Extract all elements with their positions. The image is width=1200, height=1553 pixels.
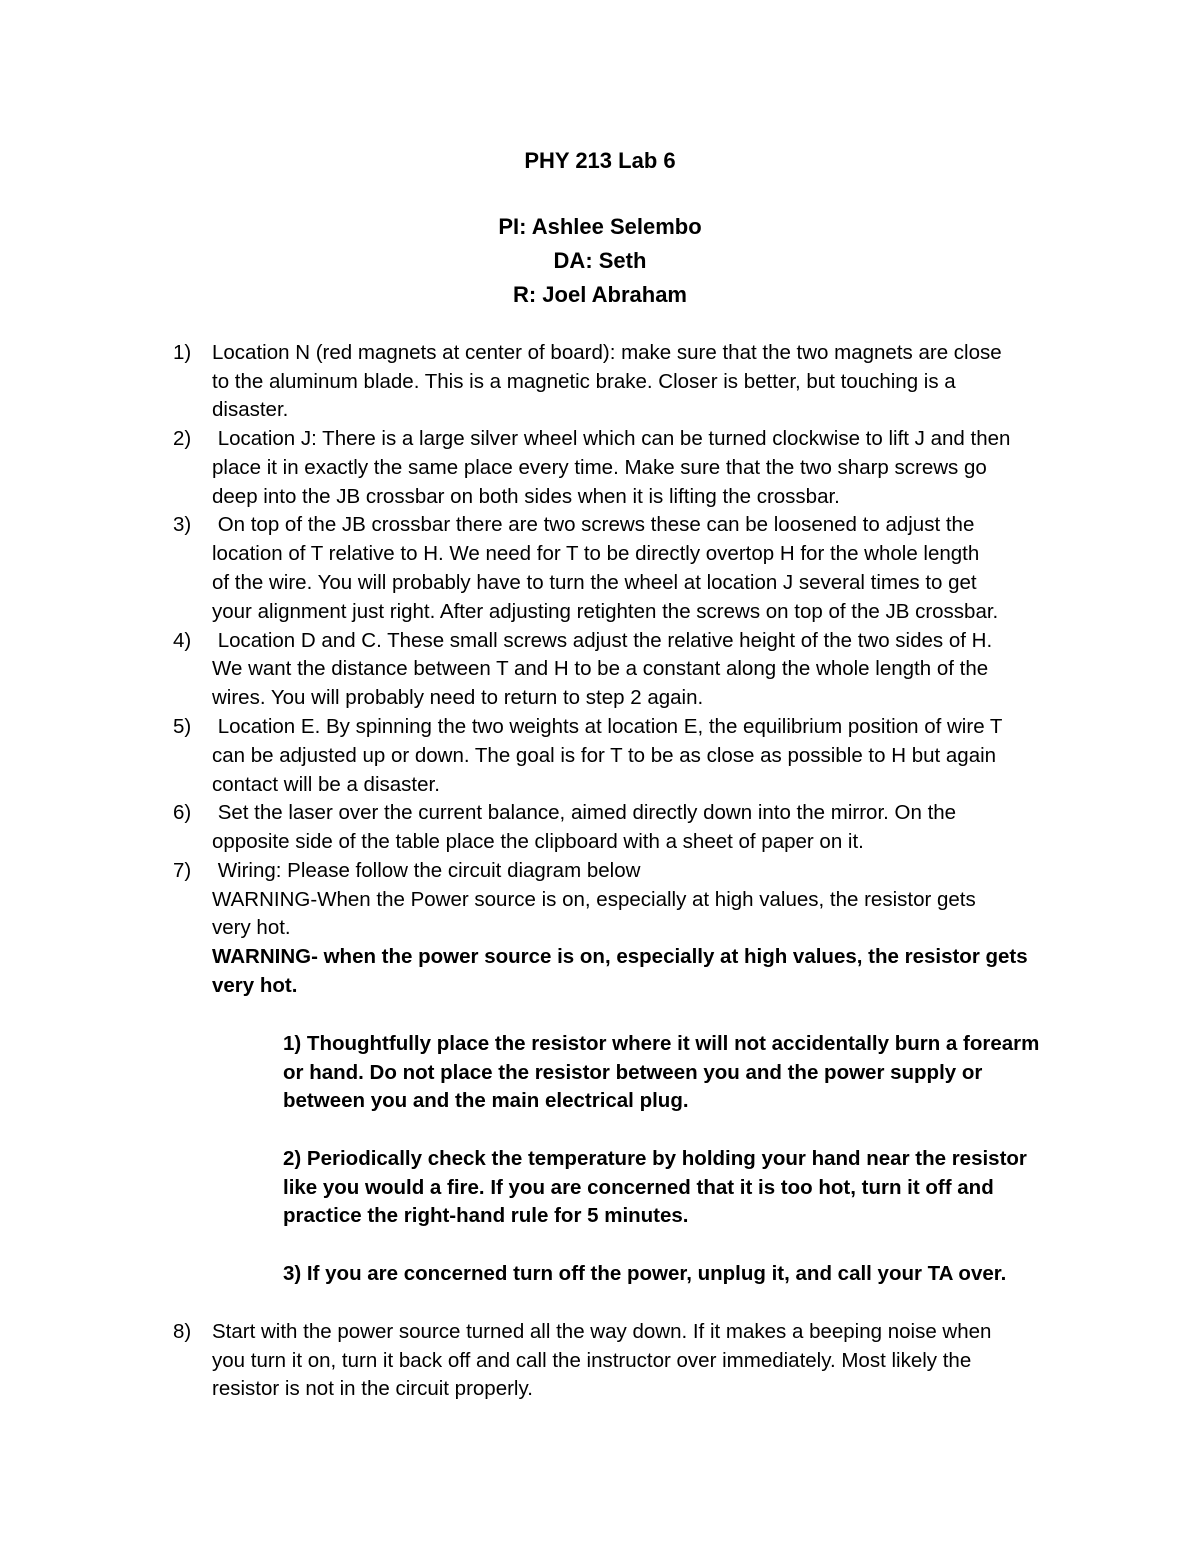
- step-number: 3): [173, 513, 192, 536]
- step-line: can be adjusted up or down. The goal is for T to be as close as possible to H but again: [212, 744, 997, 767]
- step-line: contact will be a disaster.: [212, 773, 440, 796]
- step-line: place it in exactly the same place every time. Make sure that the two sharp screws go: [212, 456, 987, 479]
- pi-line: PI: Ashlee Selembo: [498, 214, 702, 239]
- step-line: On top of the JB crossbar there are two screws these can be loosened to adjust the: [212, 513, 975, 536]
- step-number: 2): [173, 427, 192, 450]
- step-line: of the wire. You will probably have to turn the wheel at location J several times to get: [212, 571, 977, 594]
- step-line: disaster.: [212, 398, 289, 421]
- warning-line: very hot.: [212, 916, 291, 939]
- r-line: R: Joel Abraham: [512, 282, 687, 307]
- step-line: Set the laser over the current balance, aimed directly down into the mirror. On the: [212, 801, 957, 824]
- step-line: you turn it on, turn it back off and call the instructor over immediately. Most likely the: [212, 1349, 972, 1372]
- step-line: location of T relative to H. We need for T to be directly overtop H for the whole length: [212, 542, 980, 565]
- step-line: Location J: There is a large silver wheel which can be turned clockwise to lift J and then: [212, 427, 1011, 450]
- step-number: 1): [173, 341, 192, 364]
- safety-line: like you would a fire. If you are concerned that it is too hot, turn it off and: [283, 1176, 994, 1199]
- step-line: Location E. By spinning the two weights at location E, the equilibrium position of wire T: [212, 715, 1003, 738]
- step-line: resistor is not in the circuit properly.: [212, 1377, 533, 1400]
- step-number: 8): [173, 1320, 192, 1343]
- safety-line: practice the right-hand rule for 5 minutes.: [283, 1204, 689, 1227]
- safety-line: or hand. Do not place the resistor between you and the power supply or: [283, 1061, 983, 1084]
- step-line: wires. You will probably need to return to step 2 again.: [212, 686, 704, 709]
- warning-line: WARNING-When the Power source is on, especially at high values, the resistor gets: [212, 888, 976, 911]
- step-number: 5): [173, 715, 192, 738]
- step-line: Location N (red magnets at center of board): make sure that the two magnets are close: [212, 341, 1002, 364]
- safety-line: 1) Thoughtfully place the resistor where it will not accidentally burn a forearm: [283, 1032, 1040, 1055]
- step-line: deep into the JB crossbar on both sides when it is lifting the crossbar.: [212, 485, 840, 508]
- document-title: PHY 213 Lab 6: [524, 148, 676, 173]
- step-line: your alignment just right. After adjusting retighten the screws on top of the JB crossbar.: [212, 600, 999, 623]
- warning-bold-line: WARNING- when the power source is on, especially at high values, the resistor gets: [212, 945, 1028, 968]
- safety-line: 2) Periodically check the temperature by holding your hand near the resistor: [283, 1147, 1027, 1170]
- da-line: DA: Seth: [553, 248, 647, 273]
- step-line: to the aluminum blade. This is a magnetic brake. Closer is better, but touching is a: [212, 370, 956, 393]
- step-number: 6): [173, 801, 192, 824]
- warning-bold-line: very hot.: [212, 974, 298, 997]
- safety-line: between you and the main electrical plug.: [283, 1089, 689, 1112]
- step-number: 4): [173, 629, 192, 652]
- step-line: Wiring: Please follow the circuit diagram below: [212, 859, 641, 882]
- step-line: opposite side of the table place the clipboard with a sheet of paper on it.: [212, 830, 864, 853]
- safety-line: 3) If you are concerned turn off the power, unplug it, and call your TA over.: [283, 1262, 1007, 1285]
- step-line: We want the distance between T and H to be a constant along the whole length of the: [212, 657, 989, 680]
- step-line: Location D and C. These small screws adjust the relative height of the two sides of H.: [212, 629, 993, 652]
- step-number: 7): [173, 859, 192, 882]
- step-line: Start with the power source turned all the way down. If it makes a beeping noise when: [212, 1320, 992, 1343]
